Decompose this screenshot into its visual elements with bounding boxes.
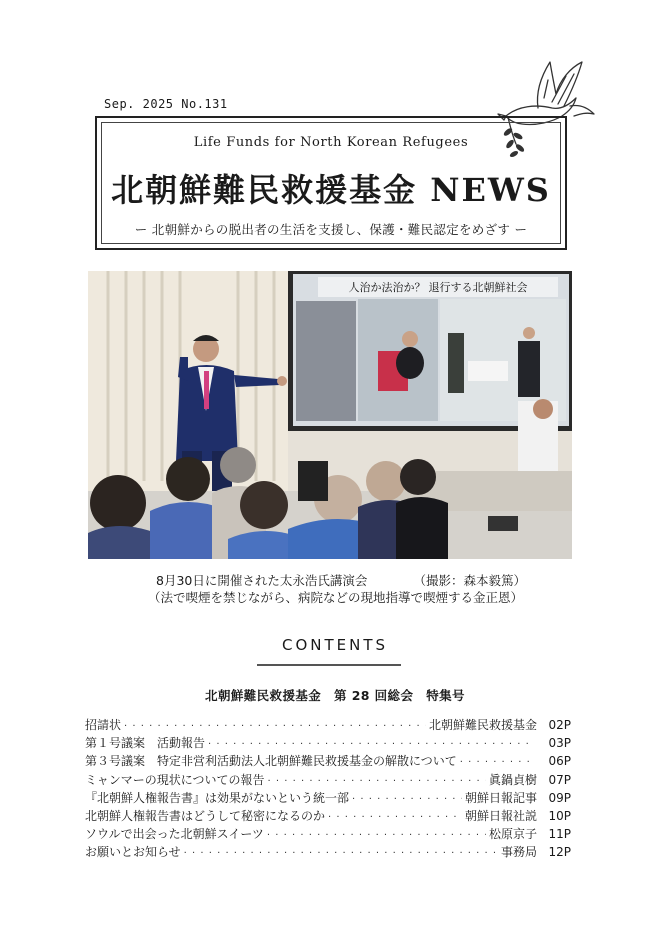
photo-credit: （撮影：森本毅篤） [413,573,526,588]
toc-title: ソウルで出会った北朝鮮スイーツ [85,827,264,842]
toc-item[interactable] [85,716,571,734]
toc-item[interactable] [85,807,571,825]
toc-page: 06P [548,754,571,769]
english-title: Life Funds for North Korean Refugees [193,135,469,150]
toc-page: 09P [548,790,571,805]
toc-author: 松原京子 [488,827,537,842]
toc-item[interactable] [85,734,571,752]
special-issue-title: 北朝鮮難民救援基金 第 28 回総会 特集号 [205,688,465,703]
toc-title: 第３号議案 特定非営利活動法人北朝鮮難民救援基金の解散について [85,754,457,769]
toc-page: 11P [548,827,571,842]
toc-author: 眞鍋貞樹 [488,772,537,787]
toc-page: 10P [548,808,571,823]
toc-page: 07P [548,772,571,787]
contents-heading: CONTENTS [281,636,389,654]
toc-page: 02P [548,718,571,732]
caption-line2: （法で喫煙を禁じながら、病院などの現地指導で喫煙する金正恩） [148,590,524,605]
toc-item[interactable] [85,771,571,789]
newsletter-subtitle: ー 北朝鮮からの脱出者の生活を支援し、保護・難民認定をめざす ー [134,222,528,237]
issue-number: Sep. 2025 No.131 [104,97,228,111]
toc-item[interactable] [85,752,571,770]
toc-title: 北朝鮮人権報告書はどうして秘密になるのか [85,808,326,823]
toc-leader [208,739,534,750]
toc-item[interactable] [85,789,571,807]
table-of-contents [85,716,571,862]
toc-author: 事務局 [500,845,537,860]
toc-leader [352,794,462,805]
toc-leader [268,776,486,787]
toc-leader [184,848,498,859]
toc-author: 朝鮮日報社説 [464,808,537,823]
toc-author: 朝鮮日報記事 [464,790,537,805]
toc-title: 『北朝鮮人権報告書』は効果がないという統一部 [85,790,350,805]
contents-divider [257,664,401,666]
toc-leader [267,830,486,841]
toc-title: お願いとお知らせ [85,845,181,860]
lecture-photo [88,271,572,559]
screen-title: 人治か法治か？ 退行する北朝鮮社会 [348,282,528,294]
photo-caption [148,572,548,606]
toc-author: 北朝鮮難民救援基金 [428,718,537,732]
toc-leader [328,812,462,823]
toc-title: ミャンマーの現状についての報告 [85,772,265,787]
toc-leader [460,757,534,768]
toc-leader [124,721,426,732]
toc-item[interactable] [85,843,571,861]
toc-item[interactable] [85,825,571,843]
toc-page: 12P [548,845,571,860]
caption-line1: 8月30日に開催された太永浩氏講演会 [156,573,368,588]
newsletter-title: 北朝鮮難民救援基金 NEWS [111,171,551,209]
toc-title: 招請状 [85,718,122,732]
masthead-box [95,116,567,250]
toc-title: 第１号議案 活動報告 [85,736,206,751]
toc-page: 03P [548,736,571,751]
